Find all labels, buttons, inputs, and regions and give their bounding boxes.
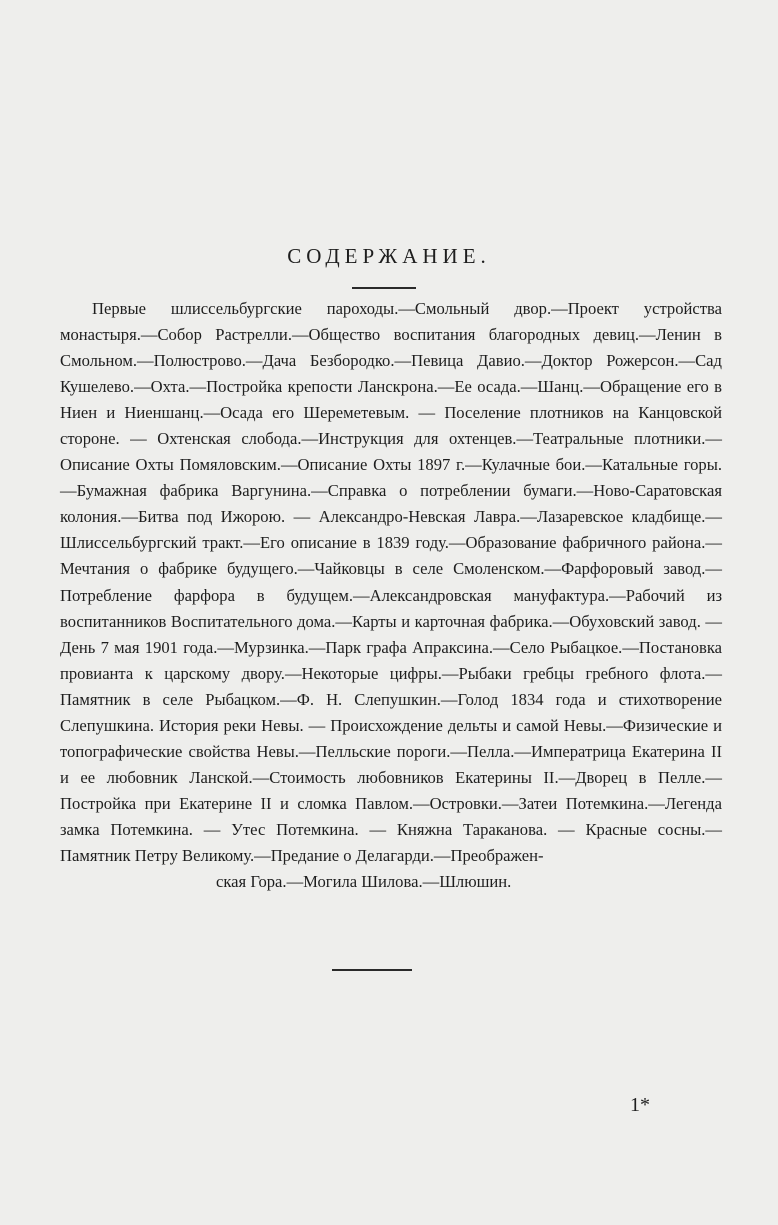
contents-heading: СОДЕРЖАНИЕ. — [287, 244, 491, 268]
contents-paragraph — [60, 296, 722, 895]
contents-tail: ская Гора.—Могила Шилова.—Шлюшин. — [216, 872, 512, 892]
closing-rule — [332, 969, 412, 971]
contents-text: Первые шлиссельбургские пароходы.—Смольный двор.—Проект устройства монастыря.—Собор Растрелли.—Общество воспитания благородных девиц.—Ленин в Смольном.—Полюстрово.—Дача Безбородко.—Певица Давио.—Доктор Рожерсон.—Сад Кушелево.—Охта.—Постройка крепости Ланскрона.—Ее осада.—Шанц.—Обращение его в Ниен и Ниеншанц.—Осада его Шереметевым. — Поселение плотников на Канцовской стороне. — Охтенская слобода.—Инструкция для охтенцев.—Театральные плотники.—Описание Охты Помяловским.—Описание Охты 1897 г.—Кулачные бои.—Катальные горы.—Бумажная фабрика Варгунина.—Справка о потреблении бумаги.—Ново-Саратовская колония.—Битва под Ижорою. — Александро-Невская Лавра.—Лазаревское кладбище.—Шлиссельбургский тракт.—Его описание в 1839 году.—Образование фабричного района.—Мечтания о фабрике будущего.—Чайковцы в селе Смоленском.—Фарфоровый завод.—Потребление фарфора в будущем.—Александровская мануфактура.—Рабочий из воспитанников Воспитательного дома.—Карты и карточная фабрика.—Обуховский завод. — День 7 мая 1901 года.—Мурзинка.—Парк графа Апраксина.—Село Рыбацкое.—Постановка провианта к царскому двору.—Некоторые цифры.—Рыбаки гребцы гребного флота.—Памятник в селе Рыбацком.—Ф. Н. Слепушкин.—Голод 1834 года и стихотворение Слепушкина. История реки Невы. — Происхождение дельты и самой Невы.—Физические и топографические свойства Невы.—Пелльские пороги.—Пелла.—Императрица Екатерина II и ее любовник Ланской.—Стоимость любовников Екатерины II.—Дворец в Пелле.—Постройка при Екатерине II и сломка Павлом.—Островки.—Затеи Потемкина.—Легенда замка Потемкина. — Утес Потемкина. — Княжна Тараканова. — Красные сосны.—Памятник Петру Великому.—Предание о Делагарди.—Преображен- — [60, 299, 722, 865]
heading-rule — [352, 287, 416, 289]
page-number: 1* — [630, 1094, 650, 1116]
